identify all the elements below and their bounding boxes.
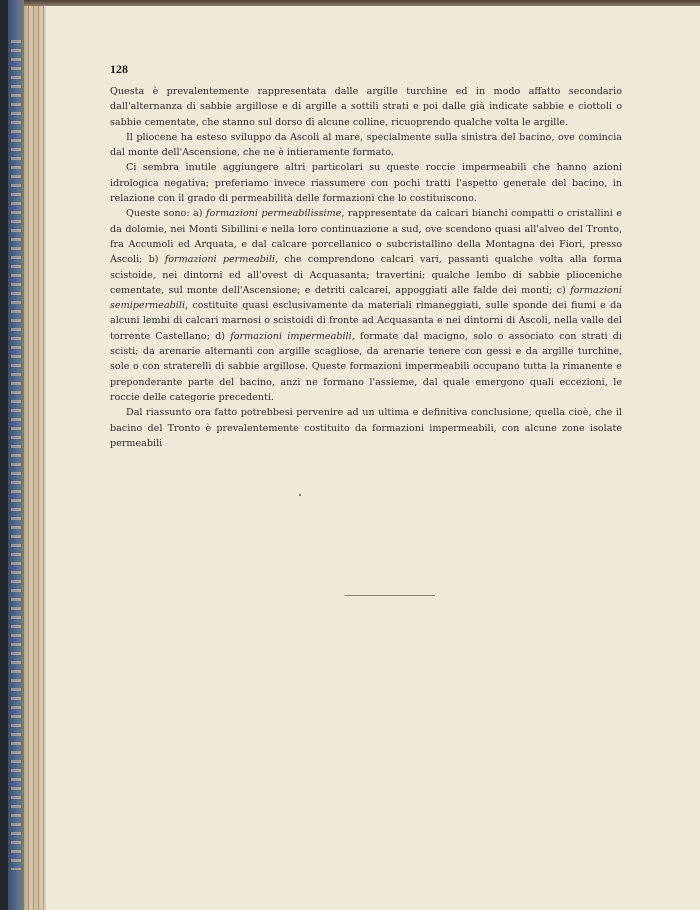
page-number: 128 <box>110 62 128 76</box>
paragraph-p1 <box>110 84 622 130</box>
paragraph-list <box>110 84 622 451</box>
book-binding-shadow <box>0 0 8 910</box>
italic-term: formazioni permeabilissime <box>206 208 342 220</box>
text-run: Il pliocene ha esteso sviluppo da Ascoli al mare, specialmente sulla sinistra del bacino, ove comincia dal monte dell'Ascensione, che ne è intieramente formato. <box>110 131 622 159</box>
text-run: , rappresentate da calcari bianchi compatti o cristallini e da dolomie, nei Monti Sibillini e nella loro continuazione a sud, ove scendono quasi all'alveo del Tronto, fra Accumoli ed Arquata, e dal calcare porcellanico o subcristallino della Montagna dei Fiori, presso Ascoli; b) <box>110 208 622 266</box>
text-run: , formate dal macigno, solo o associato con strati di scisti; da arenarie alternanti con argille scagliose, da arenarie tenere con gessi e da argille turchine, sole o con straterelli di sabbie argillose. Queste formazioni impermeabili occupano tutta la rimanente e preponderante parte del bacino, anzi ne formano l'assieme, dal quale emergono quali eccezioni, le roccie delle categorie precedenti. <box>110 330 623 403</box>
paragraph-p2 <box>110 130 622 161</box>
text-run: Questa è prevalentemente rappresentata dalle argille turchine ed in modo affatto secondario dall'alternanza di sabbie argillose e di argille a sottili strati e poi dalle già indicate sabbie e ciottoli o sabbie cementate, che stanno sul dorso di alcune colline, ricuoprendo qualche volta le argille. <box>110 86 622 128</box>
spine-stitching <box>11 40 21 870</box>
body-text <box>110 62 622 451</box>
italic-term: formazioni impermeabili <box>230 330 352 342</box>
paper-speck <box>299 494 301 496</box>
stacked-page-edges <box>24 0 46 910</box>
text-run: Queste sono: a) <box>126 208 207 220</box>
text-run: Dal riassunto ora fatto potrebbesi pervenire ad un ultima e definitiva conclusione, quella cioè, che il bacino del Tronto è prevalentemente costituito da formazioni impermeabili, con alcune zone isolate permeabili <box>110 407 622 449</box>
paragraph-p5 <box>110 405 622 451</box>
section-end-rule <box>345 595 435 596</box>
italic-term: formazioni semipermeabili <box>110 284 622 312</box>
paragraph-p3 <box>110 160 622 206</box>
text-run: , costituite quasi esclusivamente da materiali rimaneggiati, sulle sponde dei fiumi e da alcuni lembi di calcari marnosi o scistoidi di fronte ad Acquasanta e nei dintorni di Ascoli, nella valle del torrente Castellano; d) <box>110 300 622 342</box>
text-run: , che comprendono calcari vari, passanti qualche volta alla forma scistoide, nei dintorni ed all'ovest di Acquasanta; travertini; qualche lembo di sabbie plioceniche cementate, sul monte dell'Ascensione; e detriti calcarei, appoggiati alle falde dei monti; c) <box>110 254 622 296</box>
italic-term: formazioni permeabili <box>164 254 276 266</box>
paragraph-p4 <box>110 206 622 405</box>
book-spine-cloth <box>8 0 24 910</box>
text-run: Ci sembra inutile aggiungere altri particolari su queste roccie impermeabili che hanno azioni idrologica negativa; preferiamo invece riassumere con pochi tratti l'aspetto generale del bacino, in relazione con il grado di permeabilità delle formazioni che lo costituiscono. <box>110 162 622 205</box>
